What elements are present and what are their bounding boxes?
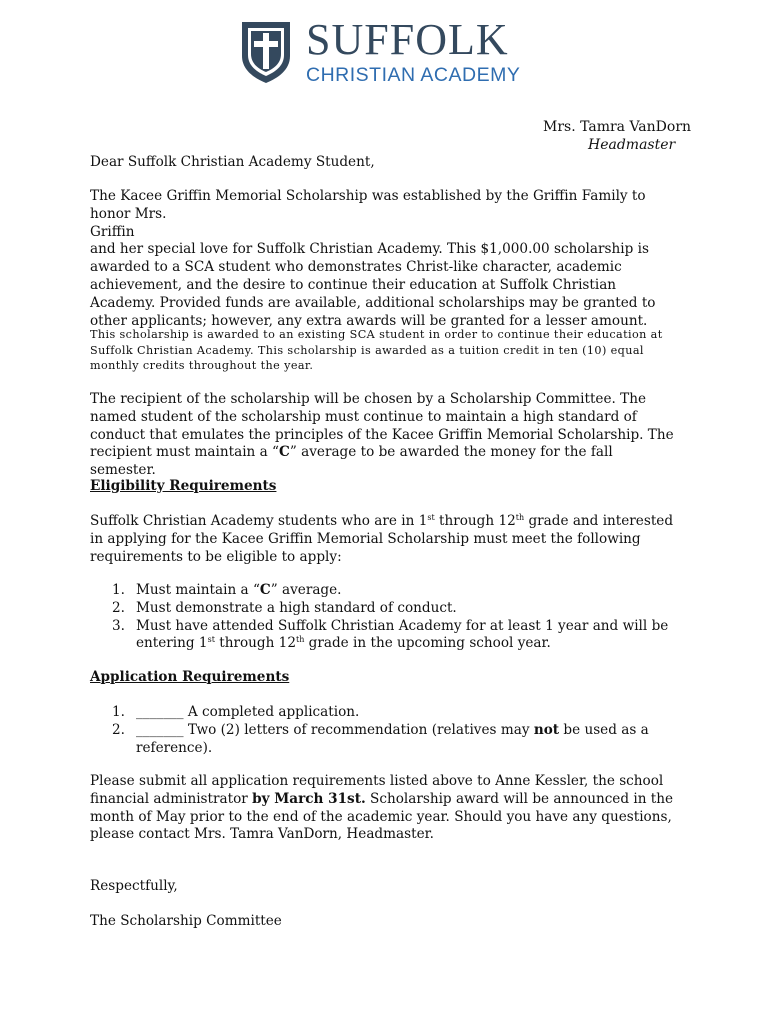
text-run: _______ Two (2) letters of recommendation (relatives may [136,721,534,738]
list-number: 2. [112,599,125,616]
grade-letter: C [279,444,290,461]
greeting: Dear Suffolk Christian Academy Student, [90,154,375,170]
eligibility-intro [90,513,682,566]
paragraph-scholarship-intro [90,188,682,330]
list-item [90,704,682,722]
paragraph-submission [90,773,682,844]
superscript: th [515,513,525,522]
text-run: Suffolk Christian Academy students who are in 1 [90,513,428,529]
paragraph-line: Griffin [90,223,135,240]
text-run: through 12 [214,635,296,652]
application-list [90,704,682,757]
paragraph-line: The Kacee Griffin Memorial Scholarship was established by the Griffin Family to honor Mrs. [90,188,646,222]
eligibility-list [90,582,682,653]
superscript: st [427,513,435,522]
text-run: grade in the upcoming school year. [304,635,551,652]
deadline: by March 31st. [252,790,366,807]
headmaster-title: Headmaster [588,137,676,153]
superscript: th [295,635,305,645]
list-number: 1. [112,704,125,720]
application-heading: Application Requirements [90,669,290,685]
text-run: through 12 [434,513,516,529]
eligibility-heading: Eligibility Requirements [90,478,277,494]
committee-signature: The Scholarship Committee [90,913,282,929]
text-run: be used as a reference). [136,721,649,756]
text-run: grade and interested in applying for the Kacee Griffin Memorial Scholarship must meet the following requirements to be eligible to apply: [90,513,674,565]
text-run: Scholarship award will be announced in the month of May prior to the end of the academic year. Should you have any questions, please contact Mrs. Tamra VanDorn, Headmaster. [90,790,674,843]
text-run: The recipient of the scholarship will be chosen by a Scholarship Committee. The named student of the scholarship must continue to maintain a high standard of conduct that emulates the principles of the Kacee Griffin Memorial Scholarship. The recipient must maintain a “ [90,391,674,461]
list-number: 2. [112,721,125,738]
list-item [90,722,682,758]
paragraph-recipient [90,391,682,480]
list-number: 1. [112,582,125,598]
signoff: Respectfully, [90,878,178,894]
grade-letter: C [259,582,271,598]
list-item [90,618,682,654]
list-item [90,582,682,600]
text-run: ” average. [270,582,342,598]
text-run: _______ A completed application. [136,704,360,720]
emphasis-not: not [533,721,560,738]
logo-subtitle: CHRISTIAN ACADEMY [306,64,521,86]
text-run: Must demonstrate a high standard of conduct. [136,599,457,616]
text-run: Please submit all application requirements listed above to Anne Kessler, the school financial administrator [90,773,664,807]
headmaster-name: Mrs. Tamra VanDorn [543,119,692,135]
logo-name: SUFFOLK [306,15,509,64]
list-item [90,600,682,618]
superscript: st [207,635,215,645]
list-number: 3. [112,617,125,634]
school-logo [240,15,540,86]
text-run: Must have attended Suffolk Christian Academy for at least 1 year and will be entering 1 [136,617,669,652]
text-run: ” average to be awarded the money for the fall semester. [90,444,613,479]
paragraph-line: and her special love for Suffolk Christian Academy. This $1,000.00 scholarship is awarded to a SCA student who demonstrates Christ-like character, academic achievement, and the desire to continue their education at Suffolk Christian Academy. Provided funds are available, additional scholarships may be granted to other applicants; however, any extra awards will be granted for a lesser amount. [90,241,656,329]
text-run: Must maintain a “ [136,582,260,598]
paragraph-tuition-credit: This scholarship is awarded to an existing SCA student in order to continue their education at Suffolk Christian Academy. This scholarship is awarded as a tuition credit in ten (10) equal monthly credits throughout the year. [90,328,663,373]
shield-cross-icon [240,20,292,84]
